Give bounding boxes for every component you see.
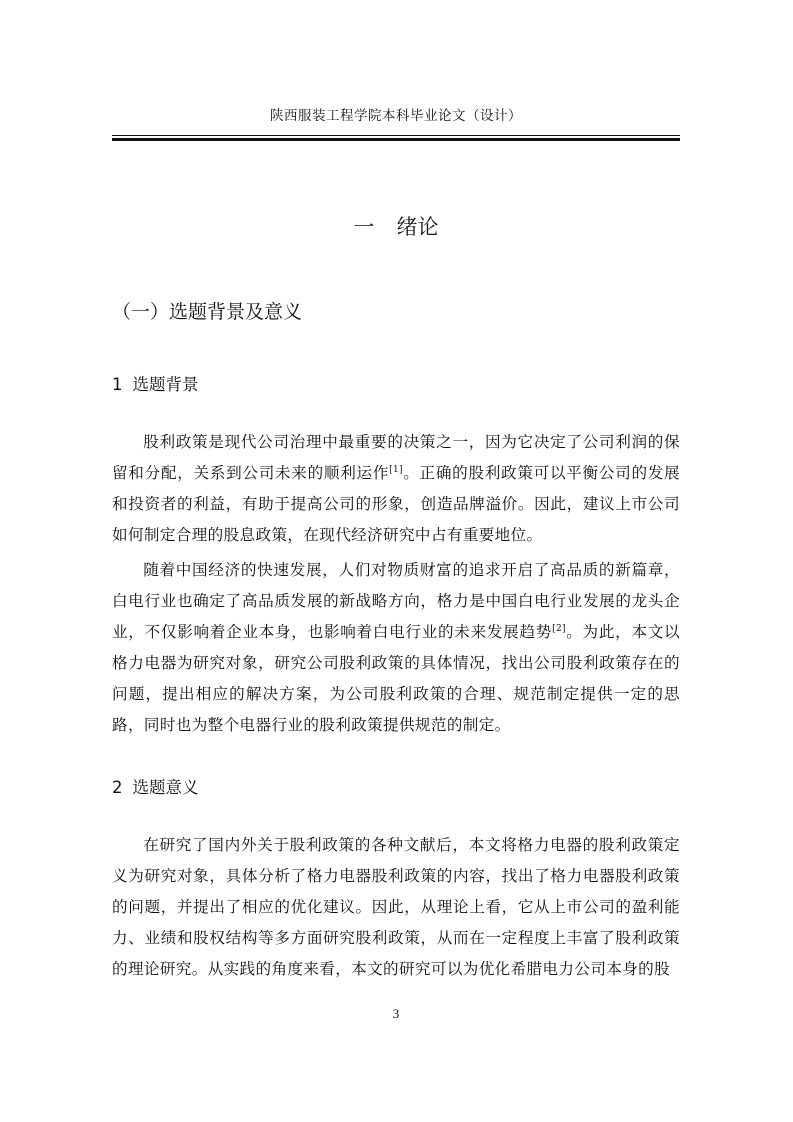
paragraph-text: 股利政策是现代公司治理中最重要的决策之一，因为它决定了公司利润的保留和分配，关系到公司未来的顺利运作 xyxy=(112,433,680,482)
paragraph-text: 。正确的股利政策可以平衡公司的发展和投资者的利益，有助于提高公司的形象，创造品牌溢价。因此，建议上市公司如何制定合理的股息政策，在现代经济研究中占有重要地位。 xyxy=(112,464,680,544)
subsection-title: 选题背景 xyxy=(132,375,199,394)
paragraph-text: 。为此，本文以格力电器为研究对象，研究公司股利政策的具体情况，找出公司股利政策存在的问题，提出相应的解决方案，为公司股利政策的合理、规范制定提供一定的思路，同时也为整个电器行业的股利政策提供规范的制定。 xyxy=(112,623,681,734)
chapter-number: 一 xyxy=(353,215,375,239)
section-title: （一）选题背景及意义 xyxy=(112,301,303,323)
subsection-title: 选题意义 xyxy=(132,778,199,797)
subsection-heading-background xyxy=(112,372,199,398)
chapter-title-text: 绪论 xyxy=(396,215,439,239)
paragraph-significance: 在研究了国内外关于股利政策的各种文献后，本文将格力电器的股利政策定义为研究对象，具体分析了格力电器股利政策的内容，找出了格力电器股利政策的问题，并提出了相应的优化建议。因此，从理论上看，它从上市公司的盈利能力、业绩和股权结构等多方面研究股利政策，从而在一定程度上丰富了股利政策的理论研究。从实践的角度来看，本文的研究可以为优化希腊电力公司本身的股 xyxy=(112,836,680,978)
paragraph-background-2 xyxy=(112,555,680,741)
paragraph-background-1 xyxy=(112,427,680,551)
page-number: 3 xyxy=(392,1006,400,1021)
header-rule-thick xyxy=(112,138,680,141)
citation-ref-1: [1] xyxy=(389,465,403,475)
paragraph-text: 随着中国经济的快速发展，人们对物质财富的追求开启了高品质的新篇章，白电行业也确定了高品质发展的新战略方向，格力是中国白电行业发展的龙头企业，不仅影响着企业本身，也影响着白电行业的未来发展趋势 xyxy=(112,561,680,641)
running-header: 陕西服装工程学院本科毕业论文（设计） xyxy=(270,108,522,124)
subsection-number: 2 xyxy=(112,778,123,797)
header-rule-thin xyxy=(112,135,680,136)
citation-ref-2: [2] xyxy=(552,624,566,634)
chapter-title xyxy=(112,212,680,242)
subsection-heading-significance xyxy=(112,775,199,801)
subsection-number: 1 xyxy=(112,375,123,394)
